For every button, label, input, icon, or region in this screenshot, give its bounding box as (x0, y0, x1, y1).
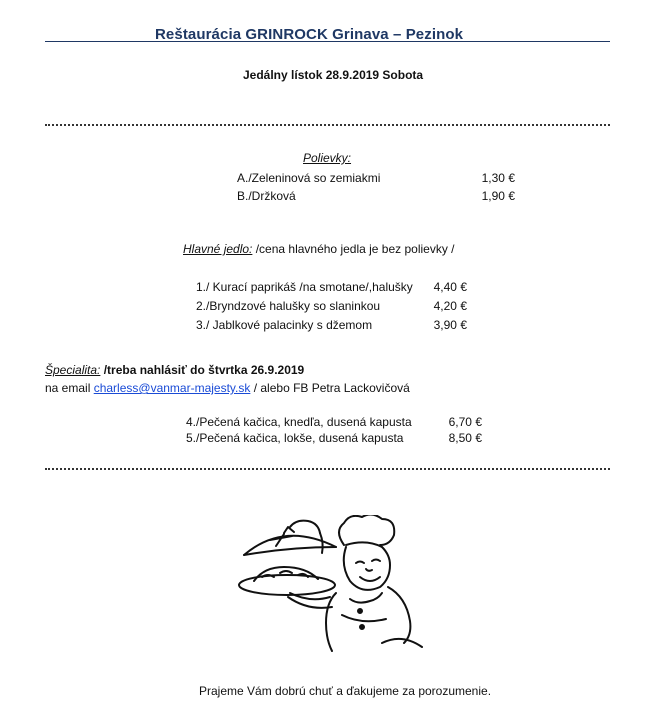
email-prefix: na email (45, 381, 94, 395)
email-link[interactable]: charless@vanmar-majesty.sk (93, 381, 251, 395)
dotted-divider-bottom (45, 468, 610, 470)
special-item-price: 6,70 € (448, 415, 482, 429)
main-heading: Hlavné jedlo: (183, 242, 253, 256)
special-item-name: 4./Pečená kačica, knedľa, dusená kapusta (186, 415, 412, 429)
special-item-price: 8,50 € (448, 431, 482, 445)
special-deadline-note: /treba nahlásiť do štvrtka 26.9.2019 (100, 363, 305, 377)
soup-item-price: 1,30 € (481, 171, 515, 185)
soup-item-name: A./Zeleninová so zemiakmi (237, 171, 381, 185)
special-contact-line (45, 381, 410, 395)
main-item-name: 3./ Jablkové palacinky s džemom (196, 318, 373, 332)
soups-heading: Polievky: (303, 151, 352, 165)
title-underline (45, 41, 610, 42)
special-heading: Špecialita: (45, 363, 101, 377)
page-title: Reštaurácia GRINROCK Grinava – Pezinok (155, 26, 464, 43)
chef-serving-cloche-icon (232, 515, 427, 655)
menu-date: Jedálny lístok 28.9.2019 Sobota (243, 68, 424, 82)
footer-message: Prajeme Vám dobrú chuť a ďakujeme za porozumenie. (199, 684, 492, 698)
soup-item-name: B./Držková (237, 189, 296, 203)
main-price-note: /cena hlavného jedla je bez polievky / (252, 242, 455, 256)
main-item-price: 4,20 € (433, 299, 467, 313)
main-item-name: 2./Bryndzové halušky so slaninkou (196, 299, 381, 313)
soup-item-price: 1,90 € (481, 189, 515, 203)
main-item-name: 1./ Kurací paprikáš /na smotane/,halušky (196, 280, 413, 294)
main-item-price: 4,40 € (433, 280, 467, 294)
special-heading-line (45, 363, 304, 377)
special-item-name: 5./Pečená kačica, lokše, dusená kapusta (186, 431, 404, 445)
main-heading-line (183, 242, 455, 256)
email-suffix: / alebo FB Petra Lackovičová (250, 381, 410, 395)
dotted-divider-top (45, 124, 610, 126)
main-item-price: 3,90 € (433, 318, 467, 332)
